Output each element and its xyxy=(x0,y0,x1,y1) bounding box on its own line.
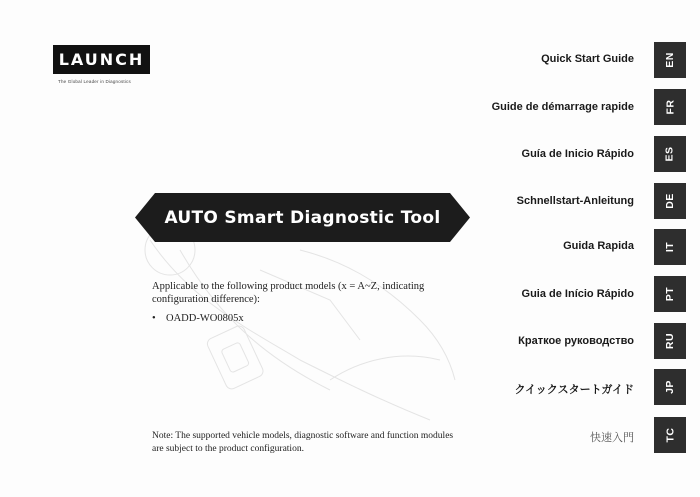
guide-title-it: Guida Rapida xyxy=(563,240,634,252)
guide-title-es: Guía de Inicio Rápido xyxy=(521,148,634,160)
guide-title-fr: Guide de démarrage rapide xyxy=(491,101,634,113)
language-tab-it xyxy=(654,229,686,265)
tab-label: FR xyxy=(664,99,676,115)
language-tab-en xyxy=(654,42,686,78)
guide-title-en: Quick Start Guide xyxy=(541,53,634,65)
language-tab-ru xyxy=(654,323,686,359)
model-list-item xyxy=(152,313,244,324)
language-tab-tc xyxy=(654,417,686,453)
language-tab-de xyxy=(654,183,686,219)
language-tab-es xyxy=(654,136,686,172)
guide-title-tc: 快速入門 xyxy=(590,431,634,444)
tab-label: RU xyxy=(663,332,676,350)
tab-label: TC xyxy=(664,427,676,443)
launch-logo xyxy=(53,45,150,74)
model-name: OADD-WO0805x xyxy=(166,313,244,324)
product-title: AUTO Smart Diagnostic Tool xyxy=(164,207,441,228)
tab-label: JP xyxy=(664,380,676,394)
language-tab-fr xyxy=(654,89,686,125)
guide-title-ru: Краткое руководство xyxy=(518,335,634,347)
language-tab-jp xyxy=(654,369,686,405)
tab-label: EN xyxy=(664,52,676,68)
guide-title-de: Schnellstart-Anleitung xyxy=(516,195,634,207)
tab-label: IT xyxy=(664,241,676,253)
tab-label: DE xyxy=(664,193,676,209)
language-tab-pt xyxy=(654,276,686,312)
tab-label: ES xyxy=(663,146,676,162)
tab-label: PT xyxy=(663,286,676,302)
brand-tagline: The Global Leader in Diagnostics xyxy=(58,79,131,84)
configuration-note: Note: The supported vehicle models, diagnostic software and function modules are subject to the product configuration. xyxy=(152,431,454,454)
applicable-models-text: Applicable to the following product models (x = A~Z, indicating configuration difference): xyxy=(152,281,425,305)
bullet: • xyxy=(152,313,156,324)
logo-text: LAUNCH xyxy=(58,50,145,69)
guide-title-jp: クイックスタートガイド xyxy=(514,384,634,396)
guide-title-pt: Guia de Início Rápido xyxy=(521,288,634,300)
